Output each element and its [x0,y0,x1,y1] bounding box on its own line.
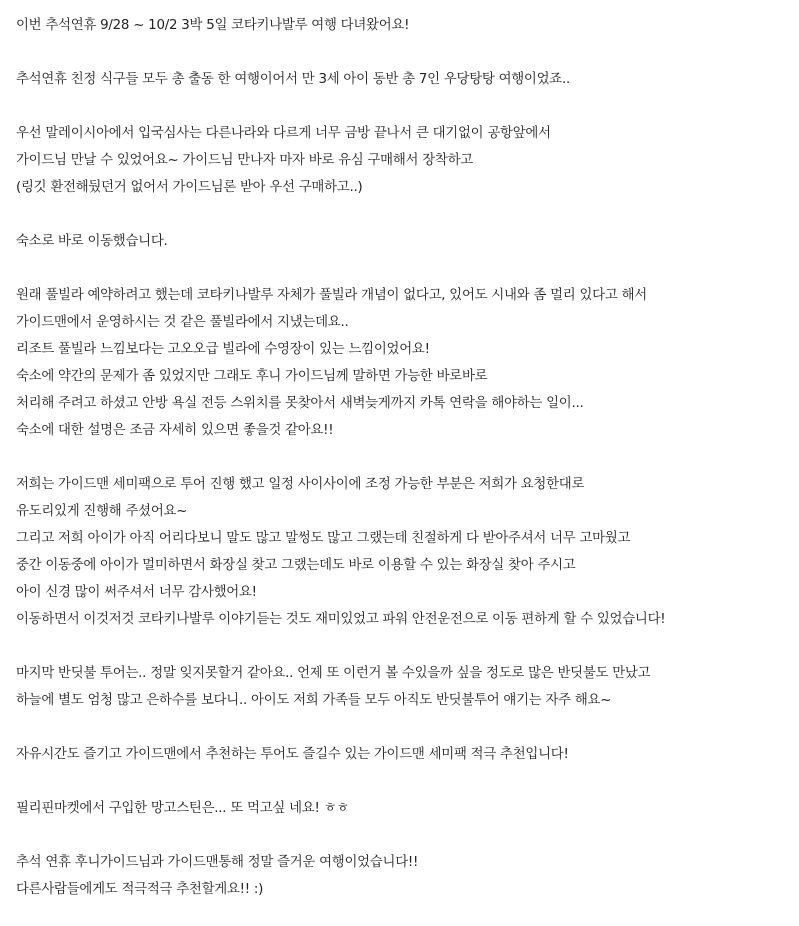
text-line: 처리해 주려고 하셨고 안방 욕실 전등 스위치를 못찾아서 새벽늦게까지 카톡 연락을 해야하는 일이... [16,396,584,411]
text-line: 추석 연휴 후니가이드님과 가이드맨통해 정말 즐거운 여행이었습니다!! [16,855,419,870]
text-line: 아이 신경 많이 써주셔서 너무 감사했어요! [16,585,257,600]
text-line: 유도리있게 진행해 주셨어요~ [16,504,188,519]
review-post-body [16,12,796,903]
text-line: 저희는 가이드맨 세미팩으로 투어 진행 했고 일정 사이사이에 조정 가능한 부분은 저희가 요청한대로 [16,477,585,492]
text-line: 가이드님 만날 수 있었어요~ 가이드님 만나자 마자 바로 유심 구매해서 장착하고 [16,153,473,168]
text-line: 숙소로 바로 이동했습니다. [16,234,168,249]
text-line: 숙소에 대한 설명은 조금 자세히 있으면 좋을것 같아요!! [16,423,334,438]
text-line: 우선 말레이시아에서 입국심사는 다른나라와 다르게 너무 금방 끝나서 큰 대기없이 공항앞에서 [16,126,551,141]
blank-line [16,93,796,120]
text-line: 가이드맨에서 운영하시는 것 같은 풀빌라에서 지냈는데요.. [16,315,349,330]
text-line: 이번 추석연휴 9/28 ~ 10/2 3박 5일 코타키나발루 여행 다녀왔어요! [16,18,410,33]
text-line: 하늘에 별도 엄청 많고 은하수를 보다니.. 아이도 저희 가족들 모두 아직도 반딧불투어 얘기는 자주 해요~ [16,693,612,708]
text-line: 이동하면서 이것저것 코타키나발루 이야기듣는 것도 재미있었고 파워 안전운전으로 이동 편하게 할 수 있었습니다! [16,612,666,627]
blank-line [16,201,796,228]
text-line: 숙소에 약간의 문제가 좀 있었지만 그래도 후니 가이드님께 말하면 가능한 바로바로 [16,369,488,384]
text-line: 원래 풀빌라 예약하려고 했는데 코타키나발루 자체가 풀빌라 개념이 없다고, 있어도 시내와 좀 멀리 있다고 해서 [16,288,647,303]
text-line: (링깃 환전해뒀던거 없어서 가이드님론 받아 우선 구매하고..) [16,180,363,195]
text-line: 그리고 저희 아이가 아직 어리다보니 말도 많고 말썽도 많고 그랬는데 친절하게 다 받아주셔서 너무 고마웠고 [16,531,631,546]
text-line: 자유시간도 즐기고 가이드맨에서 추천하는 투어도 즐길수 있는 가이드맨 세미팩 적극 추천입니다! [16,747,569,762]
blank-line [16,822,796,849]
text-line: 중간 이동중에 아이가 멀미하면서 화장실 찾고 그랬는데도 바로 이용할 수 있는 화장실 찾아 주시고 [16,558,576,573]
blank-line [16,39,796,66]
text-line: 필리핀마켓에서 구입한 망고스틴은... 또 먹고싶 네요! ㅎㅎ [16,801,349,816]
text-line: 리조트 풀빌라 느낌보다는 고오오급 빌라에 수영장이 있는 느낌이었어요! [16,342,430,357]
blank-line [16,768,796,795]
blank-line [16,714,796,741]
blank-line [16,444,796,471]
text-line: 다른사람들에게도 적극적극 추천할게요!! :) [16,882,264,897]
text-line: 추석연휴 친정 식구들 모두 총 출동 한 여행이어서 만 3세 아이 동반 총 7인 우당탕탕 여행이었죠.. [16,72,571,87]
blank-line [16,255,796,282]
text-line: 마지막 반딧불 투어는.. 정말 잊지못할거 같아요.. 언제 또 이런거 볼 수있을까 싶을 정도로 많은 반딧불도 만났고 [16,666,651,681]
blank-line [16,633,796,660]
